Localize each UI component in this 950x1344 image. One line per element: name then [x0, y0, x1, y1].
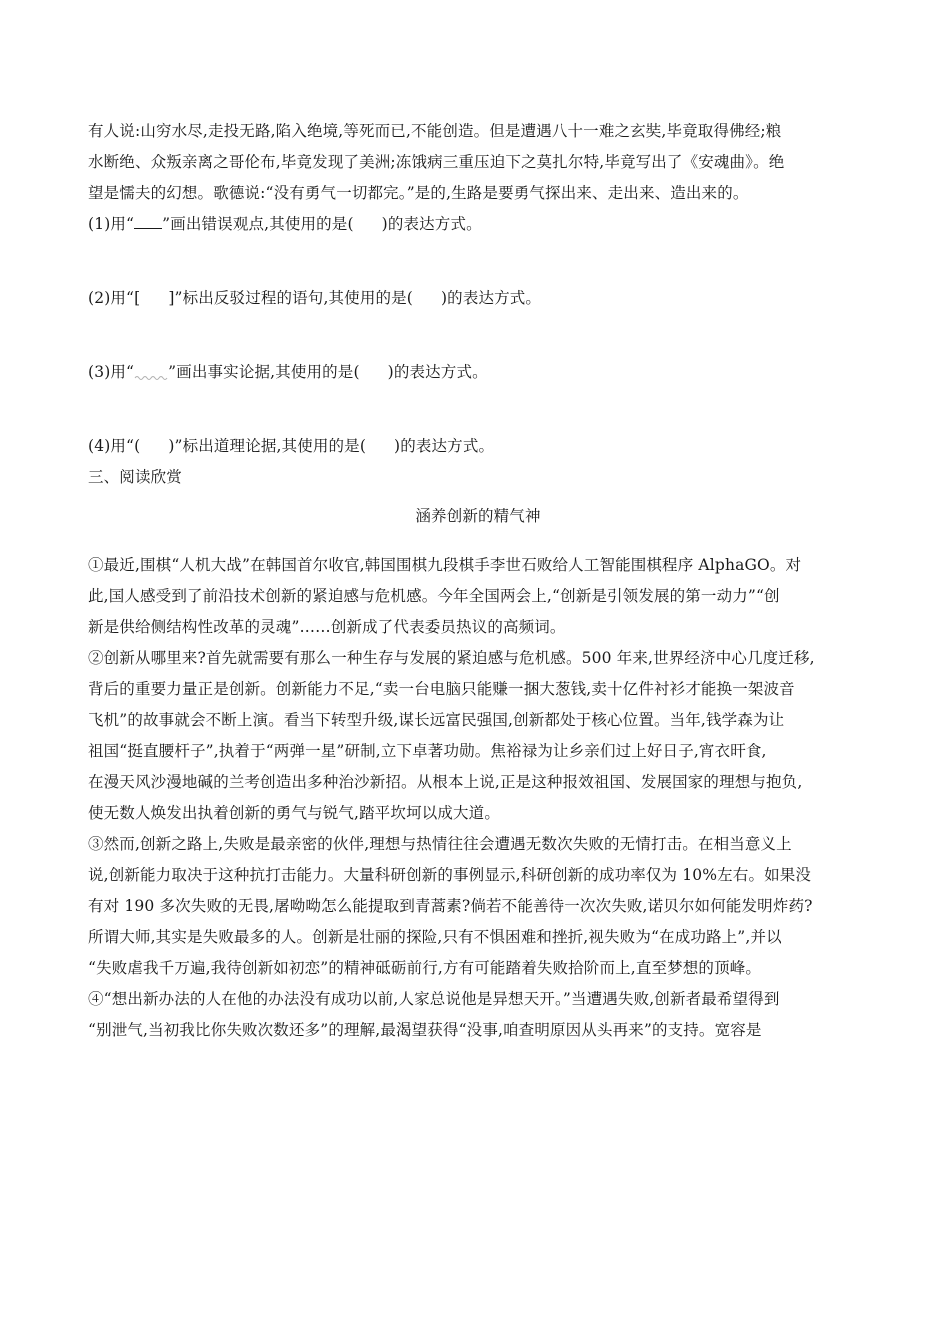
- article-title: 涵养创新的精气神: [415, 507, 541, 525]
- text-line: “别泄气,当初我比你失败次数还多”的理解,最渴望获得“没事,咱查明原因从头再来”的支持。宽容是: [88, 1021, 762, 1039]
- text-line: 有对 190 多次失败的无畏,屠呦呦怎么能提取到青蒿素?倘若不能善待一次次失败,诺贝尔如何能发明炸药?: [88, 897, 813, 915]
- text-line: 望是懦夫的幻想。歌德说:“没有勇气一切都完。”是的,生路是要勇气探出来、走出来、造出来的。: [88, 184, 749, 202]
- text-line: 使无数人焕发出执着创新的勇气与锐气,踏平坎坷以成大道。: [88, 804, 500, 822]
- question-4: (4)用“( )”标出道理论据,其使用的是( )的表达方式。: [88, 437, 495, 455]
- question-3: (3)用“ ”画出事实论据,其使用的是( )的表达方式。: [88, 363, 488, 381]
- article-body: [88, 550, 868, 1046]
- text-line: ④“想出新办法的人在他的办法没有成功以前,人家总说他是异想天开。”当遭遇失败,创新者最希望得到: [88, 990, 780, 1008]
- underline-mark-icon: [134, 214, 162, 229]
- text-line: 背后的重要力量正是创新。创新能力不足,“卖一台电脑只能赚一捆大葱钱,卖十亿件衬衫才能换一架波音: [88, 680, 795, 698]
- text-line: ②创新从哪里来?首先就需要有那么一种生存与发展的紧迫感与危机感。500 年来,世界经济中心几度迁移,: [88, 649, 815, 667]
- text-line: 此,国人感受到了前沿技术创新的紧迫感与危机感。今年全国两会上,“创新是引领发展的第一动力”“创: [88, 587, 780, 605]
- text-line: ①最近,围棋“人机大战”在韩国首尔收官,韩国围棋九段棋手李世石败给人工智能围棋程序 AlphaGO。对: [88, 556, 802, 574]
- text-line: 在漫天风沙漫地碱的兰考创造出多种治沙新招。从根本上说,正是这种报效祖国、发展国家的理想与抱负,: [88, 773, 803, 791]
- wavy-line-mark-icon: [134, 367, 168, 381]
- text-line: 所谓大师,其实是失败最多的人。创新是壮丽的探险,只有不惧困难和挫折,视失败为“在成功路上”,并以: [88, 928, 782, 946]
- text-line: 说,创新能力取决于这种抗打击能力。大量科研创新的事例显示,科研创新的成功率仅为 10%左右。如果没: [88, 866, 812, 884]
- text-line: 祖国“挺直腰杆子”,执着于“两弹一星”研制,立下卓著功勋。焦裕禄为让乡亲们过上好日子,宵衣旰食,: [88, 742, 767, 760]
- text-line: 水断绝、众叛亲离之哥伦布,毕竟发现了美洲;冻饿病三重压迫下之莫扎尔特,毕竟写出了《安魂曲》。绝: [88, 153, 785, 171]
- text-line: 飞机”的故事就会不断上演。看当下转型升级,谋长远富民强国,创新都处于核心位置。当年,钱学森为让: [88, 711, 785, 729]
- section-heading: 三、阅读欣赏: [88, 468, 182, 486]
- text-line: ③然而,创新之路上,失败是最亲密的伙伴,理想与热情往往会遭遇无数次失败的无情打击。在相当意义上: [88, 835, 792, 853]
- text-line: “失败虐我千万遍,我待创新如初恋”的精神砥砺前行,方有可能踏着失败拾阶而上,直至梦想的顶峰。: [88, 959, 762, 977]
- text-line: 有人说:山穷水尽,走投无路,陷入绝境,等死而已,不能创造。但是遭遇八十一难之玄奘,毕竟取得佛经;粮: [88, 122, 782, 140]
- question-1: (1)用“ ”画出错误观点,其使用的是( )的表达方式。: [88, 215, 482, 233]
- passage-excerpt: [88, 116, 868, 209]
- document-page: [88, 116, 868, 1046]
- question-2: (2)用“[ ]”标出反驳过程的语句,其使用的是( )的表达方式。: [88, 289, 542, 307]
- text-line: 新是供给侧结构性改革的灵魂”……创新成了代表委员热议的高频词。: [88, 618, 566, 636]
